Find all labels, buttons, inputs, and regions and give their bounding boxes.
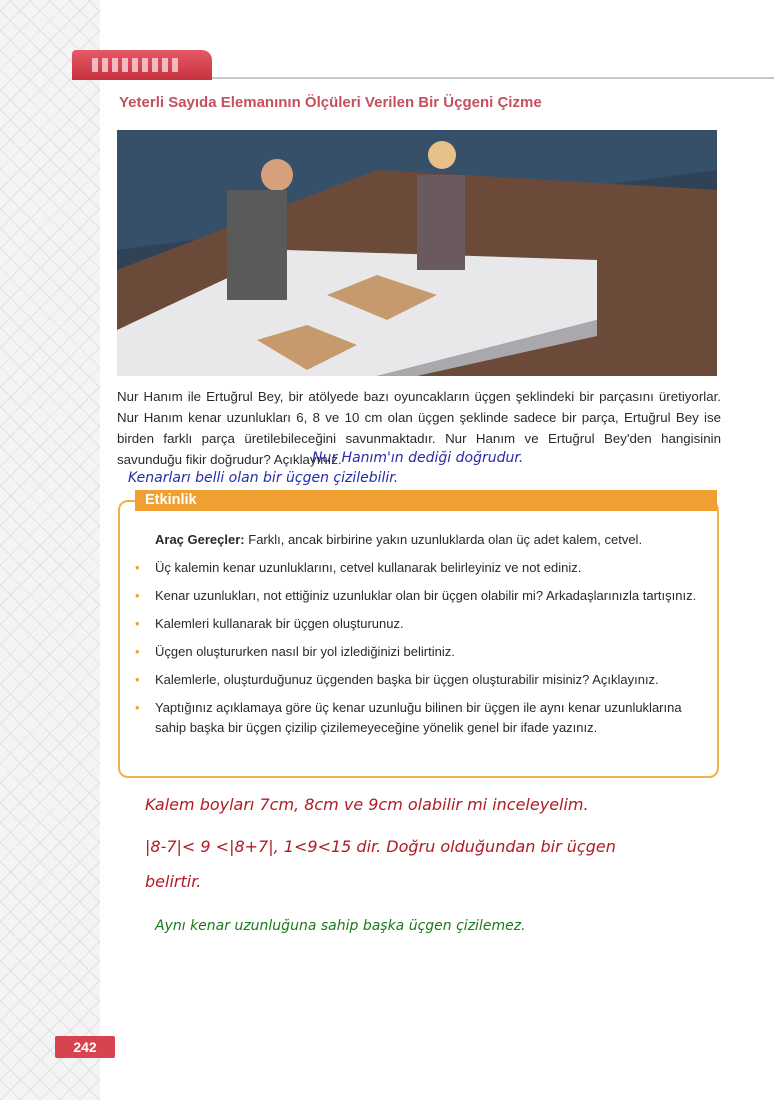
workshop-illustration xyxy=(117,130,717,376)
handwritten-answer-1: Nur Hanım'ın dediği doğrudur. xyxy=(312,450,524,466)
handwritten-note-1: Kalem boyları 7cm, 8cm ve 9cm olabilir mi inceleyelim. xyxy=(145,795,589,814)
page-margin-pattern xyxy=(0,0,100,1100)
activity-steps xyxy=(155,558,700,738)
handwritten-note-2: |8-7|< 9 <|8+7|, 1<9<15 dir. Doğru olduğundan bir üçgen xyxy=(145,837,616,856)
handwritten-note-4: Aynı kenar uzunluğuna sahip başka üçgen çizilemez. xyxy=(155,918,526,934)
activity-title: Etkinlik xyxy=(145,492,197,508)
activity-step: • Üç kalemin kenar uzunluklarını, cetvel kullanarak belirleyiniz ve not ediniz. xyxy=(155,558,700,578)
activity-header xyxy=(135,490,717,511)
activity-step: • Kenar uzunlukları, not ettiğiniz uzunluklar olan bir üçgen olabilir mi? Arkadaşlarınızla tartışınız. xyxy=(155,586,700,606)
materials-label: Araç Gereçler: xyxy=(155,532,245,547)
page-number: 242 xyxy=(55,1036,115,1058)
problem-paragraph: Nur Hanım ile Ertuğrul Bey, bir atölyede bazı oyuncakların üçgen şeklindeki bir parçasını üretiyorlar. Nur Hanım kenar uzunlukları 6, 8 ve 10 cm olan üçgen şeklinde sadece bir parça, Ertuğrul Bey ise birden farklı parça üretilebileceğini savunmaktadır. Nur Hanım ve Ertuğrul Bey'den hangisinin savunduğu fikir doğrudur? Açıklayınız. xyxy=(117,389,721,467)
unit-logo-tab xyxy=(72,50,212,80)
section-title: Yeterli Sayıda Elemanının Ölçüleri Verilen Bir Üçgeni Çizme xyxy=(119,94,542,111)
activity-content xyxy=(155,530,700,746)
activity-step: • Kalemleri kullanarak bir üçgen oluşturunuz. xyxy=(155,614,700,634)
header-divider xyxy=(212,77,774,79)
activity-step: • Üçgen oluştururken nasıl bir yol izlediğinizi belirtiniz. xyxy=(155,642,700,662)
handwritten-answer-2: Kenarları belli olan bir üçgen çizilebilir. xyxy=(128,470,399,486)
handwritten-note-3: belirtir. xyxy=(145,872,202,891)
activity-step: • Kalemlerle, oluşturduğunuz üçgenden başka bir üçgen oluşturabilir misiniz? Açıklayınız. xyxy=(155,670,700,690)
materials-text: Farklı, ancak birbirine yakın uzunluklarda olan üç adet kalem, cetvel. xyxy=(248,532,643,547)
activity-step: • Yaptığınız açıklamaya göre üç kenar uzunluğu bilinen bir üçgen ile aynı kenar uzunluklarına sahip başka bir üçgen çizilip çizilemeyeceğine yönelik genel bir ifade yazınız. xyxy=(155,698,700,738)
